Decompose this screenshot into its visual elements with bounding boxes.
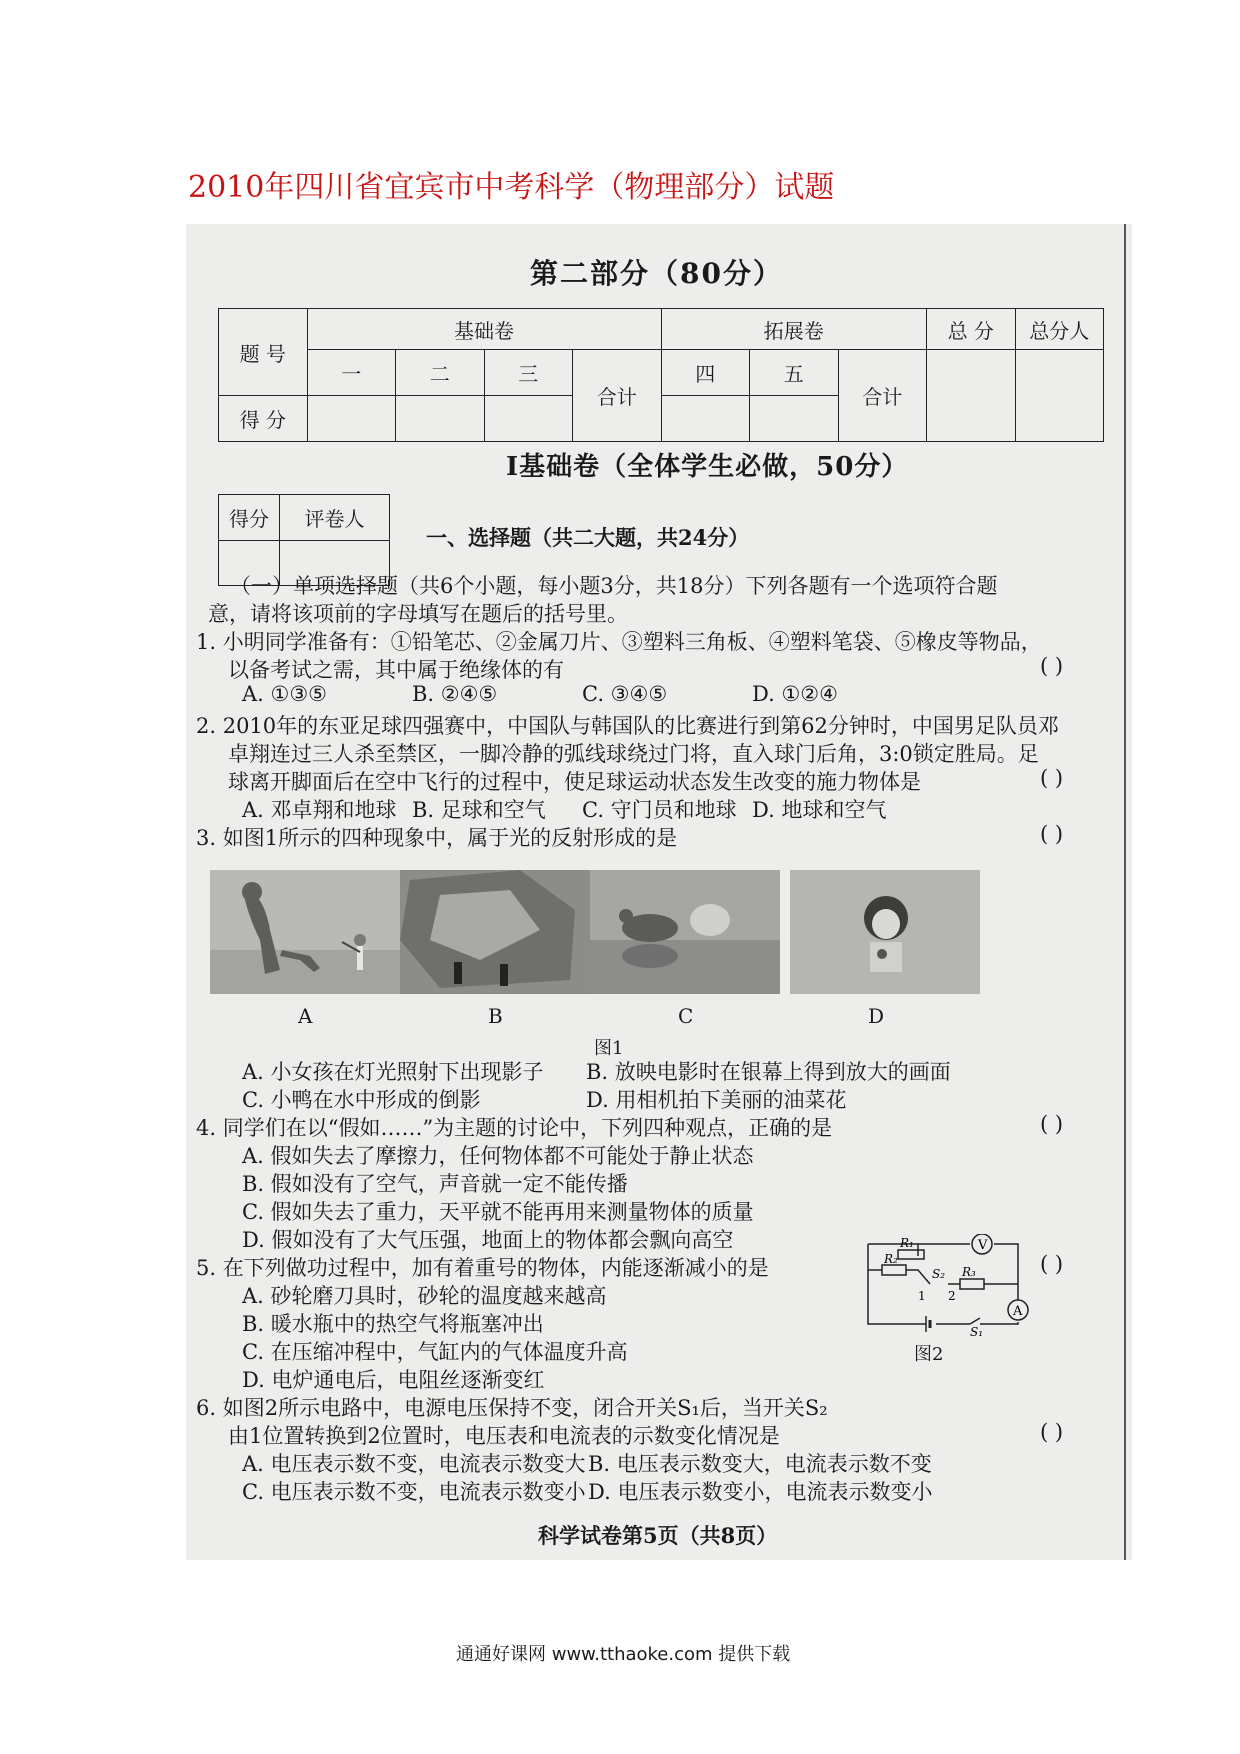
question-4-option: A. 假如失去了摩擦力，任何物体都不可能处于静止状态 — [242, 1144, 754, 1168]
total-cell — [927, 350, 1016, 442]
scanned-exam-page — [186, 224, 1132, 1560]
switch-position-1: 1 — [918, 1289, 926, 1303]
photo-girl-shadow — [210, 870, 400, 994]
question-6-option: A. 电压表示数不变，电流表示数变大 — [242, 1452, 586, 1476]
question-5-option: B. 暖水瓶中的热空气将瓶塞冲出 — [242, 1312, 544, 1336]
r3-label: R₃ — [962, 1265, 976, 1279]
photo-cinema-screen — [400, 870, 590, 994]
subtotal-1-header: 合计 — [573, 350, 662, 442]
score-cell — [396, 396, 485, 442]
question-2-option: B. 足球和空气 — [412, 798, 546, 822]
question-6-answer-blank: ( ) — [1040, 1420, 1064, 1444]
question-4-answer-blank: ( ) — [1040, 1112, 1064, 1136]
document-title: 2010年四川省宜宾市中考科学（物理部分）试题 — [188, 170, 835, 205]
grader-name-header: 评卷人 — [280, 495, 390, 541]
question-5-option: C. 在压缩冲程中，气缸内的气体温度升高 — [242, 1340, 628, 1364]
score-cell — [750, 396, 839, 442]
question-3-option: C. 小鸭在水中形成的倒影 — [242, 1088, 481, 1112]
question-2-line: 卓翔连过三人杀至禁区，一脚冷静的弧线球绕过门将，直入球门后角，3:0锁定胜局。足 — [228, 742, 1039, 766]
question-3-option: B. 放映电影时在银幕上得到放大的画面 — [586, 1060, 951, 1084]
question-1-option: D. ①②④ — [752, 682, 838, 706]
score-table — [218, 308, 1104, 442]
grader-score-header: 得分 — [219, 495, 280, 541]
s2-label: S₂ — [932, 1267, 946, 1281]
question-5-option: A. 砂轮磨刀具时，砂轮的温度越来越高 — [242, 1284, 607, 1308]
question-1-option: B. ②④⑤ — [412, 682, 498, 706]
score-cell — [307, 396, 396, 442]
question-4-option: C. 假如失去了重力，天平就不能再用来测量物体的质量 — [242, 1200, 754, 1224]
row-label-score: 得 分 — [219, 396, 308, 442]
download-credit: 通通好课网 www.tthaoke.com 提供下载 — [456, 1644, 791, 1665]
instruction-line: 意，请将该项前的字母填写在题后的括号里。 — [208, 602, 628, 626]
question-6-option: B. 电压表示数变大，电流表示数不变 — [588, 1452, 932, 1476]
col-5-header: 五 — [750, 350, 839, 396]
col-3-header: 三 — [484, 350, 573, 396]
question-6-line: 6. 如图2所示电路中，电源电压保持不变，闭合开关S₁后，当开关S₂ — [196, 1396, 828, 1420]
score-cell — [484, 396, 573, 442]
question-4-option: B. 假如没有了空气，声音就一定不能传播 — [242, 1172, 628, 1196]
question-5-line: 5. 在下列做功过程中，加有着重号的物体，内能逐渐减小的是 — [196, 1256, 769, 1280]
question-2-option: A. 邓卓翔和地球 — [242, 798, 397, 822]
score-cell — [661, 396, 750, 442]
grader-header: 总分人 — [1015, 309, 1104, 350]
extended-group-header: 拓展卷 — [661, 309, 927, 350]
row-label-number: 题 号 — [219, 309, 308, 396]
question-3-option: D. 用相机拍下美丽的油菜花 — [586, 1088, 847, 1112]
question-3-line: 3. 如图1所示的四种现象中，属于光的反射形成的是 — [196, 826, 678, 850]
col-4-header: 四 — [661, 350, 750, 396]
basic-group-header: 基础卷 — [307, 309, 661, 350]
page-footer: 科学试卷第5页（共8页） — [538, 1523, 778, 1548]
photo-girl-rapeseed-field — [790, 870, 980, 994]
switch-position-2: 2 — [948, 1289, 956, 1303]
voltmeter-label: V — [978, 1238, 988, 1253]
question-3-answer-blank: ( ) — [1040, 822, 1064, 846]
ammeter-label: A — [1013, 1304, 1023, 1319]
question-6-option: C. 电压表示数不变，电流表示数变小 — [242, 1480, 586, 1504]
photo-label-a: A — [298, 1004, 313, 1028]
question-1-line: 以备考试之需，其中属于绝缘体的有 — [228, 658, 564, 682]
figure-1-label: 图1 — [594, 1038, 624, 1059]
question-6-line: 由1位置转换到2位置时，电压表和电流表的示数变化情况是 — [228, 1424, 780, 1448]
section-title: Ⅰ基础卷（全体学生必做，50分） — [506, 452, 909, 482]
question-1-option: A. ①③⑤ — [242, 682, 327, 706]
circuit-diagram — [862, 1234, 1032, 1338]
photo-label-b: B — [488, 1004, 503, 1028]
question-2-option: C. 守门员和地球 — [582, 798, 737, 822]
photo-label-c: C — [678, 1004, 694, 1028]
question-2-line: 2. 2010年的东亚足球四强赛中，中国队与韩国队的比赛进行到第62分钟时，中国男足队员邓 — [196, 714, 1059, 738]
section-subtitle: 一、选择题（共二大题，共24分） — [426, 525, 750, 550]
s1-label: S₁ — [970, 1325, 984, 1338]
question-4-line: 4. 同学们在以“假如……”为主题的讨论中，下列四种观点，正确的是 — [196, 1116, 833, 1140]
question-4-option: D. 假如没有了大气压强，地面上的物体都会飘向高空 — [242, 1228, 734, 1252]
instruction-line: （一）单项选择题（共6个小题，每小题3分，共18分）下列各题有一个选项符合题 — [230, 574, 998, 598]
photo-duck-reflection — [590, 870, 780, 994]
question-2-answer-blank: ( ) — [1040, 766, 1064, 790]
col-1-header: 一 — [307, 350, 396, 396]
total-header: 总 分 — [927, 309, 1016, 350]
r1-label: R₁ — [900, 1236, 914, 1250]
question-6-option: D. 电压表示数变小，电流表示数变小 — [588, 1480, 933, 1504]
question-1-option: C. ③④⑤ — [582, 682, 668, 706]
subtotal-2-header: 合计 — [838, 350, 927, 442]
question-5-option: D. 电炉通电后，电阻丝逐渐变红 — [242, 1368, 545, 1392]
part-header: 第二部分（80分） — [530, 257, 783, 290]
question-2-line: 球离开脚面后在空中飞行的过程中，使足球运动状态发生改变的施力物体是 — [228, 770, 921, 794]
figure-2-label: 图2 — [914, 1344, 944, 1365]
col-2-header: 二 — [396, 350, 485, 396]
photo-label-d: D — [868, 1004, 885, 1028]
grader-cell — [1015, 350, 1104, 442]
question-2-option: D. 地球和空气 — [752, 798, 887, 822]
question-5-answer-blank: ( ) — [1040, 1252, 1064, 1276]
question-3-option: A. 小女孩在灯光照射下出现影子 — [242, 1060, 544, 1084]
question-1-answer-blank: ( ) — [1040, 654, 1064, 678]
r2-label: R₂ — [884, 1252, 898, 1266]
question-1-line: 1. 小明同学准备有：①铅笔芯、②金属刀片、③塑料三角板、④塑料笔袋、⑤橡皮等物品， — [196, 630, 1042, 654]
